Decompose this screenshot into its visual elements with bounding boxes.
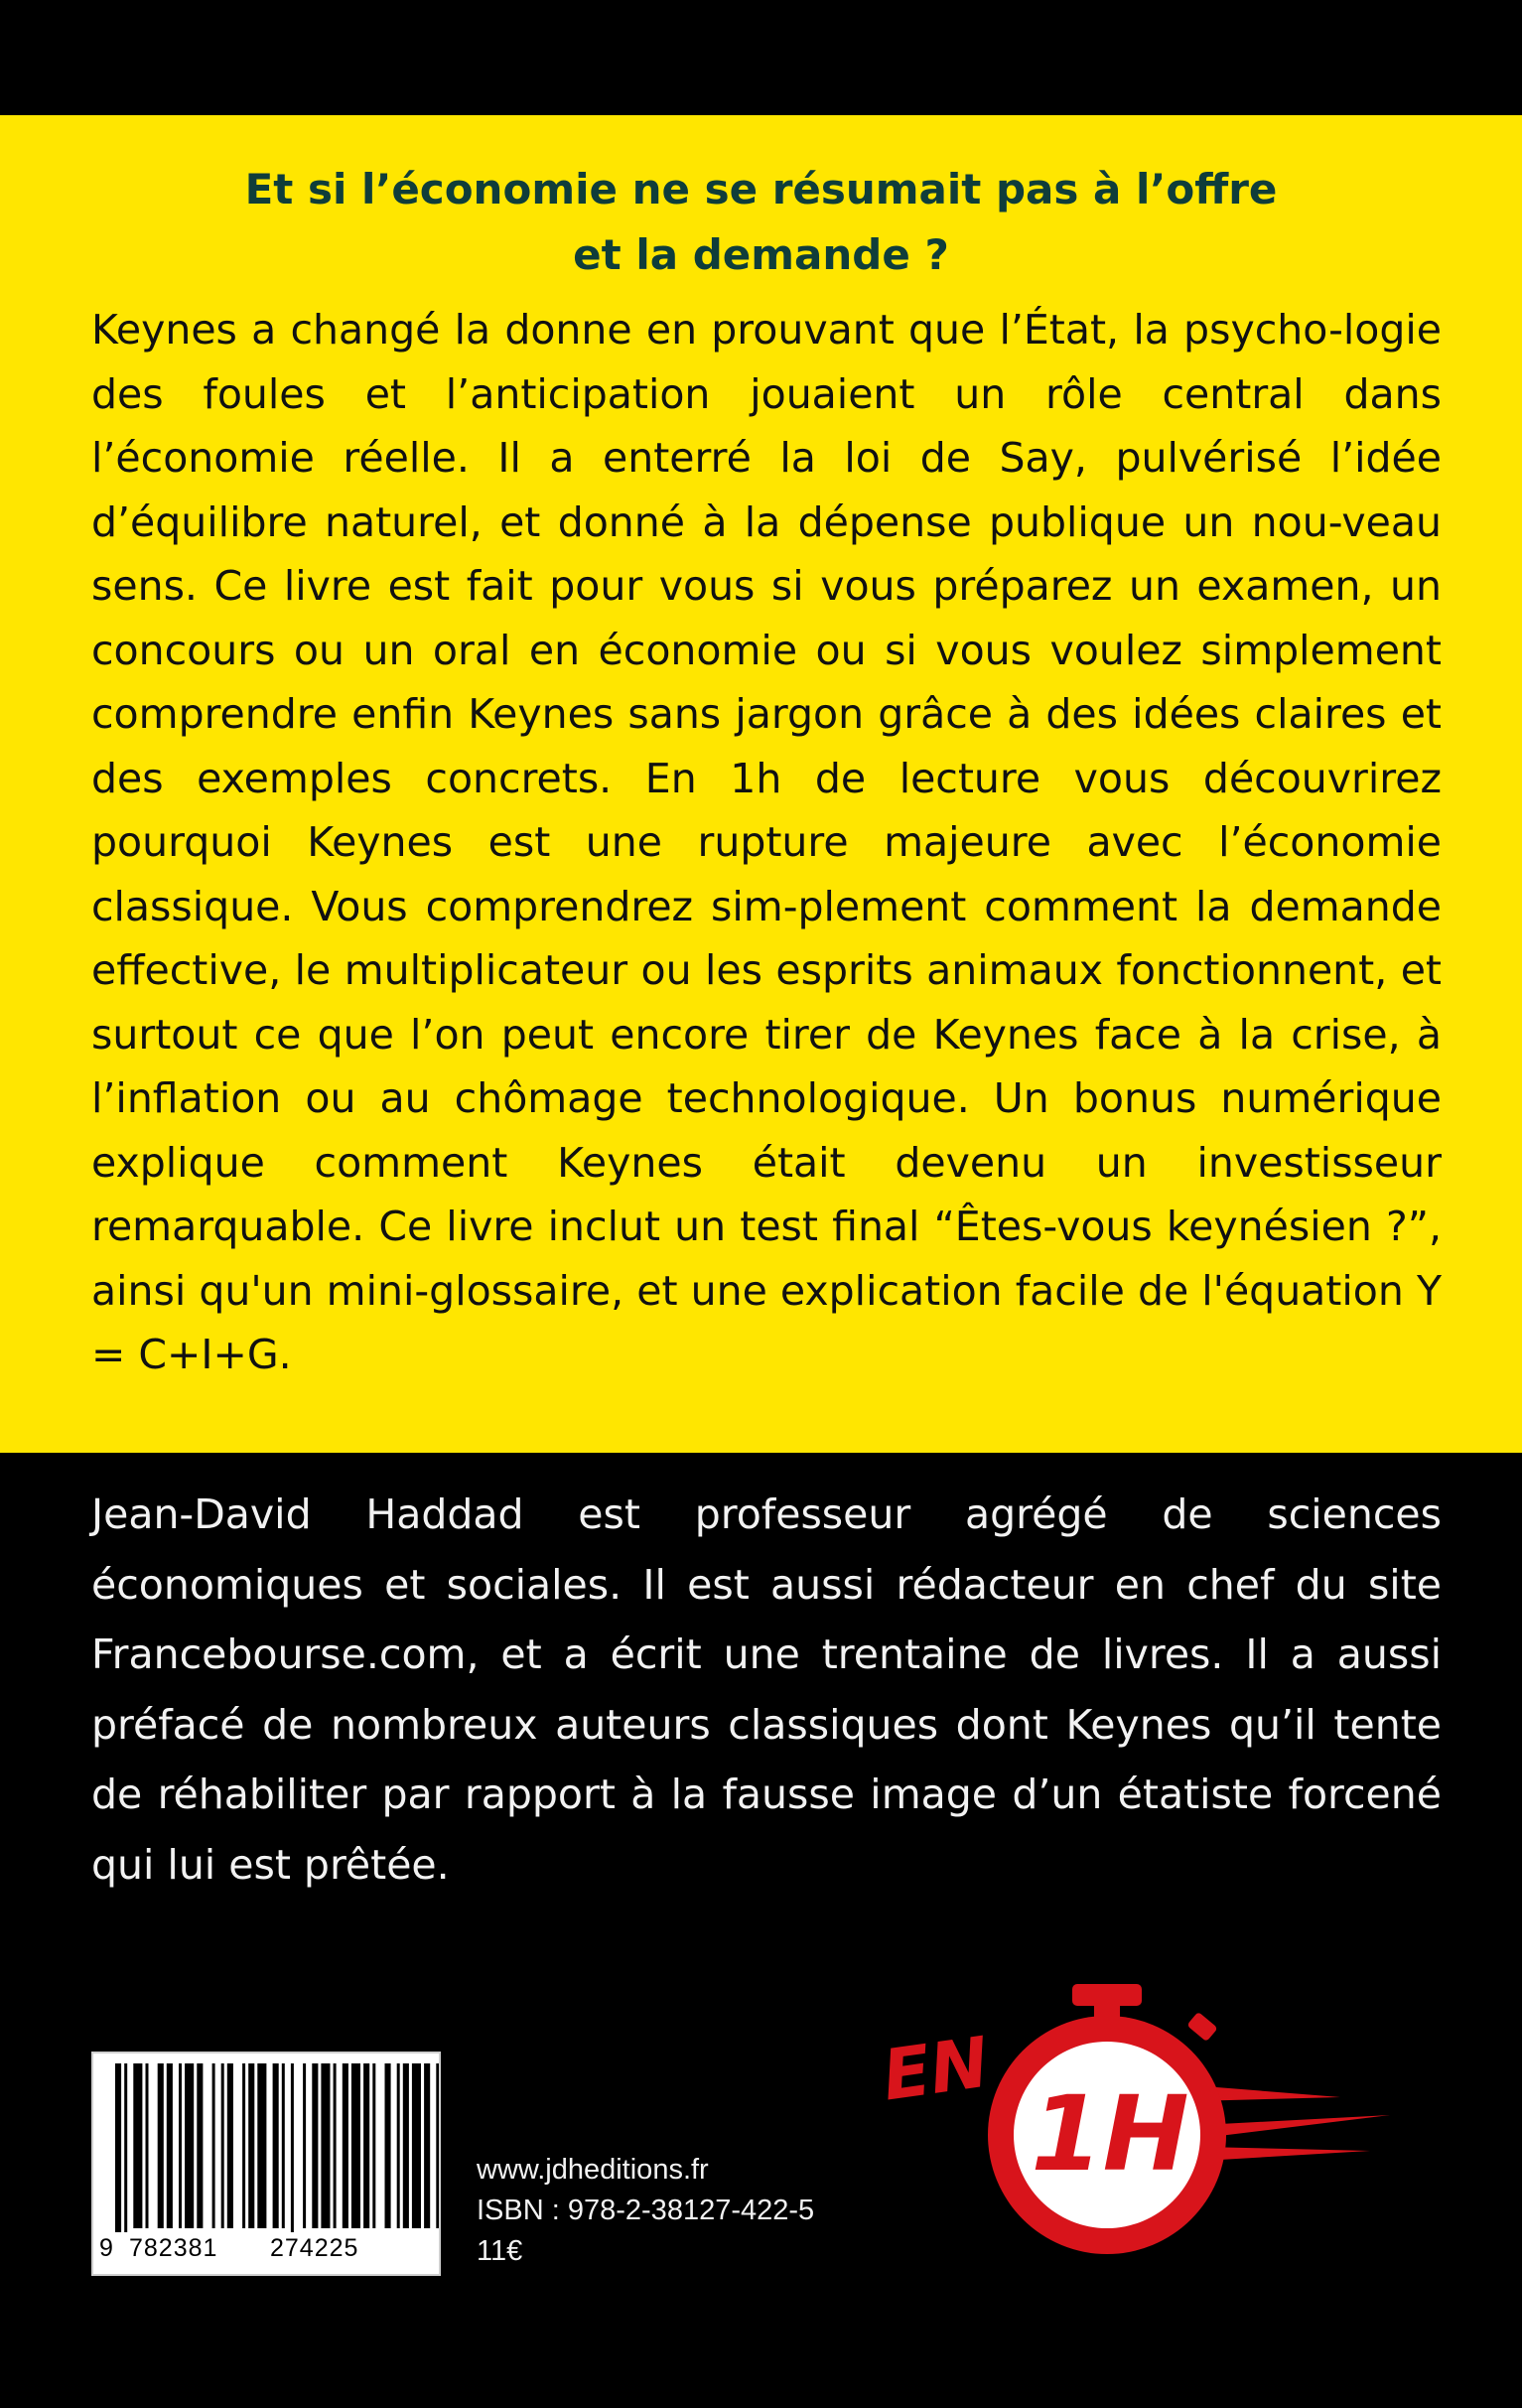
author-bio: Jean-David Haddad est professeur agrégé de sciences économiques et sociales. Il est aussi rédacteur en chef du site Francebourse.com, et a écrit une trentaine de livres. Il a aussi préfacé de nombreux auteurs classiques dont Keynes qu’il tente de réhabiliter par rapport à la fausse image d’un étatiste forcené qui lui est prêtée. (91, 1490, 1442, 1889)
barcode-bar (291, 2063, 294, 2232)
barcode-bar (403, 2063, 409, 2228)
barcode-digit-first: 9 (99, 2234, 114, 2262)
barcode-bar (212, 2063, 215, 2228)
barcode-bar (312, 2063, 318, 2228)
logo-en-text: EN (877, 2021, 994, 2117)
blurb-body: Keynes a changé la donne en prouvant que l’État, la psycho-logie des foules et l’anticipation jouaient un rôle central dans l’économie réelle. Il a enterré la loi de Say, pulvérisé l’idée d’équilibre naturel, et donné à la dépense publique un nou-veau sens. Ce livre est fait pour vous si vous préparez un examen, un concours ou un oral en économie ou si vous voulez simplement comprendre enfin Keynes sans jargon grâce à des idées claires et des exemples concrets. En 1h de lecture vous découvrirez pourquoi Keynes est une rupture majeure avec l’économie classique. Vous comprendrez sim-plement comment la demande effective, le multiplicateur ou les esprits animaux fonctionnent, et surtout ce que l’on peut encore tirer de Keynes face à la crise, à l’inflation ou au chômage technologique. Un bonus numérique explique comment Keynes était devenu un investisseur remarquable. Ce livre inclut un test final “Êtes-vous keynésien ?”, ainsi qu'un mini-glossaire, et une explication facile de l'équation (91, 306, 1442, 1315)
barcode-bar (257, 2063, 266, 2228)
barcode-bar (185, 2063, 194, 2228)
barcode-bar (343, 2063, 348, 2228)
barcode-bar (115, 2063, 121, 2232)
barcode-group-left: 782381 (129, 2234, 218, 2262)
book-blurb (91, 298, 1442, 1387)
barcode-bar (248, 2063, 254, 2228)
barcode-bar (321, 2063, 330, 2228)
barcode-bar (303, 2063, 306, 2228)
barcode-bars (93, 2054, 439, 2232)
barcode-group-right: 274225 (270, 2234, 359, 2262)
barcode-bar (282, 2063, 285, 2228)
barcode-bar (133, 2063, 142, 2228)
stopwatch-icon (988, 1984, 1390, 2254)
barcode-bar (334, 2063, 337, 2228)
book-price: 11€ (477, 2235, 523, 2267)
barcode-bar (167, 2063, 173, 2228)
headline-line-2: et la demande ? (573, 230, 949, 279)
barcode-bar (273, 2063, 279, 2228)
publisher-info (477, 2150, 814, 2272)
barcode-bar (351, 2063, 360, 2228)
publisher-website: www.jdheditions.fr (477, 2154, 709, 2186)
barcode-bar (372, 2063, 375, 2228)
barcode-bar (124, 2063, 127, 2232)
barcode-bar (412, 2063, 421, 2228)
cover-headline (0, 157, 1522, 288)
barcode-bar (436, 2063, 439, 2228)
barcode-bar (227, 2063, 233, 2228)
barcode-bar (385, 2063, 391, 2228)
barcode-bar (221, 2063, 224, 2228)
headline-line-1: Et si l’économie ne se résumait pas à l’offre (244, 165, 1278, 213)
barcode-bar (242, 2063, 245, 2228)
en-1h-logo (874, 1976, 1430, 2274)
blurb-equation: Y = C+I+G. (91, 1266, 1442, 1378)
isbn-barcode (91, 2052, 441, 2276)
barcode-bar (146, 2063, 149, 2228)
isbn-number: ISBN : 978-2-38127-422-5 (477, 2195, 815, 2226)
barcode-bar (197, 2063, 203, 2228)
barcode-bar (179, 2063, 182, 2228)
logo-time-text: 1H (1031, 2073, 1189, 2195)
barcode-bar (424, 2063, 430, 2228)
barcode-bar (158, 2063, 164, 2228)
barcode-bar (363, 2063, 369, 2228)
barcode-bar (397, 2063, 400, 2228)
